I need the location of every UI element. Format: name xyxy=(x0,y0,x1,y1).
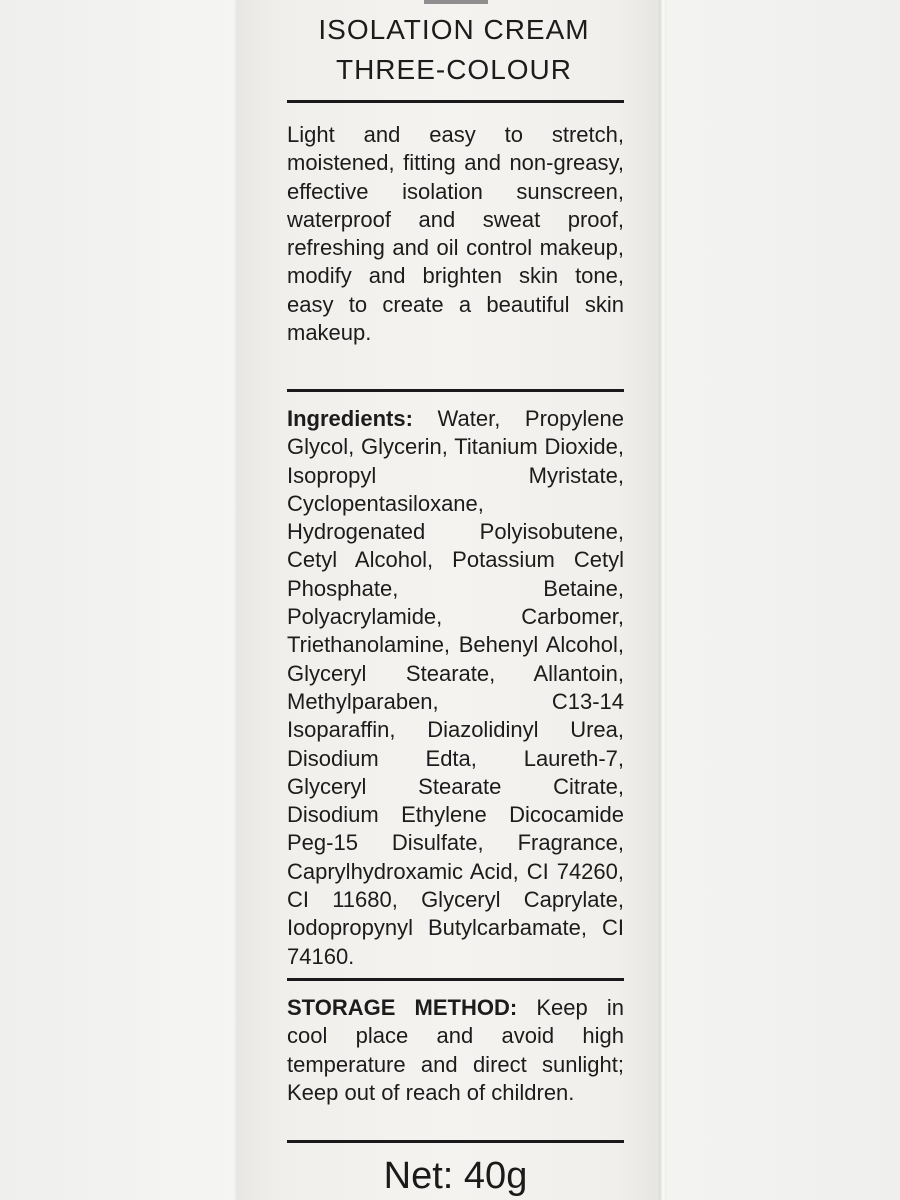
title-line-1: ISOLATION CREAM xyxy=(318,14,590,45)
storage-label: STORAGE METHOD: xyxy=(287,995,518,1020)
net-weight: Net: 40g xyxy=(383,1155,528,1197)
divider-4 xyxy=(287,1140,624,1143)
title-line-2: THREE-COLOUR xyxy=(335,54,572,85)
ingredients-section xyxy=(287,405,624,971)
product-description: Light and easy to stretch, moistened, fitting and non-greasy, effective isolation sunscreen, waterproof and sweat proof, refreshing and oil control makeup, modify and brighten skin tone, easy to create a beautiful skin makeup. xyxy=(287,122,624,346)
divider-1 xyxy=(287,100,624,103)
divider-3 xyxy=(287,978,624,981)
box-side-edge xyxy=(659,0,666,1200)
divider-2 xyxy=(287,389,624,392)
storage-text: Keep in cool place and avoid high temperature and direct sunlight; Keep out of reach of children. xyxy=(287,995,624,1105)
box-top-flap xyxy=(424,0,488,4)
product-title xyxy=(284,10,624,90)
storage-section xyxy=(287,994,624,1107)
ingredients-label: Ingredients: xyxy=(287,406,413,431)
ingredients-list: Water, Propylene Glycol, Glycerin, Titanium Dioxide, Isopropyl Myristate, Cyclopentasiloxane, Hydrogenated Polyisobutene, Cetyl Alcohol, Potassium Cetyl Phosphate, Betaine, Polyacrylamide, Carbomer, Triethanolamine, Behenyl Alcohol, Glyceryl Stearate, Allantoin, Methylparaben, C13-14 Isoparaffin, Diazolidinyl Urea, Disodium Edta, Laureth-7, Glyceryl Stearate Citrate, Disodium Ethylene Dicocamide Peg-15 Disulfate, Fragrance, Caprylhydroxamic Acid, CI 74260, CI 11680, Glyceryl Caprylate, Iodopropynyl Butylcarbamate, CI 74160. xyxy=(287,406,624,969)
